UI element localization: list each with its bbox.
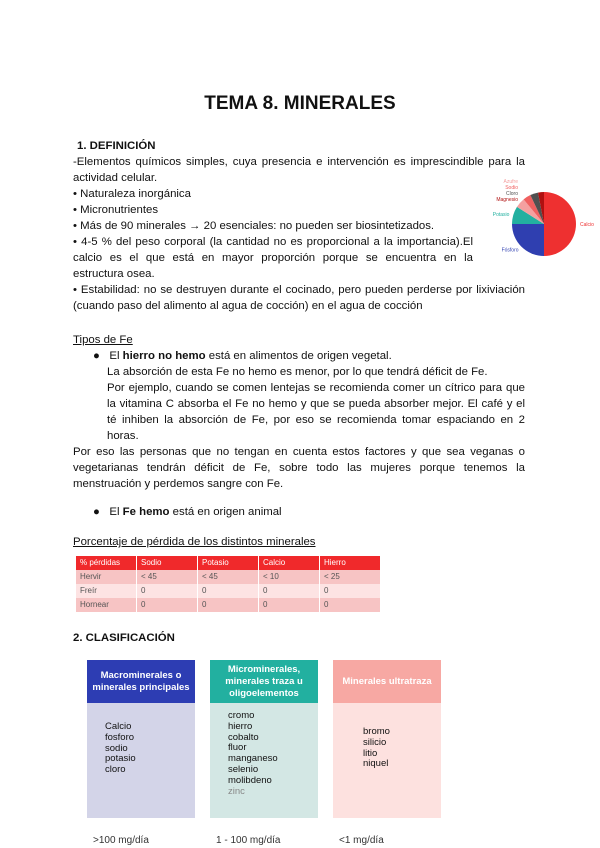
- heading-text: Tipos de Fe: [73, 334, 133, 346]
- paragraph: Por ejemplo, cuando se comen lentejas se recomienda comer un cítrico para que la vitamina C absorba el Fe no hemo y que se pueda absorber mejor. El café y el té inhiben la absorción de Fe, por eso se recomienda tomar espaciando en 2 horas.: [107, 382, 525, 442]
- loss-table: [76, 556, 381, 612]
- bullet: • Estabilidad: no se destruyen durante el cocinado, pero pueden perderse por lixiviación (cuando paso del alimento al agua de cocción) en el agua de cocción: [73, 284, 525, 312]
- item: hierro: [228, 720, 253, 732]
- bullet: ● El hierro no hemo está en alimentos de origen vegetal.: [93, 350, 392, 362]
- cell: Freír: [76, 584, 137, 598]
- bold-text: hierro no hemo: [122, 350, 206, 362]
- paragraph: -Elementos químicos simples, cuya presencia e intervención es imprescindible para la actividad celular.: [73, 156, 525, 184]
- text: está en origen animal: [169, 506, 282, 518]
- header-cell: Calcio: [259, 556, 320, 570]
- page-title: TEMA 8. MINERALES: [204, 93, 396, 114]
- ultratrace-column: [333, 660, 441, 848]
- item: selenio: [228, 763, 259, 775]
- cell: 0: [320, 584, 381, 598]
- item: bromo: [363, 726, 390, 737]
- item: potasio: [105, 753, 136, 765]
- bullet: • Micronutrientes: [73, 204, 159, 216]
- cell: 0: [259, 598, 320, 612]
- column-title: Macrominerales o minerales principales: [87, 660, 195, 703]
- minerals-pie-chart: [478, 178, 600, 260]
- cell: Hervir: [76, 570, 137, 584]
- pie-label: Potasio: [492, 211, 510, 218]
- column-title: Minerales ultratraza: [333, 660, 441, 703]
- section-heading: 2. CLASIFICACIÓN: [73, 632, 175, 644]
- cell: 0: [137, 598, 198, 612]
- item: Calcio: [105, 721, 132, 732]
- table-row: [76, 598, 381, 612]
- dose-label: >100 mg/día: [93, 835, 149, 846]
- item: zinc: [228, 785, 245, 797]
- column-title: Microminerales, minerales traza u oligoelementos: [210, 660, 318, 703]
- text: está en alimentos de origen vegetal.: [205, 350, 392, 362]
- paragraph: Por eso las personas que no tengan en cuenta estos factores y que sea veganas o vegetarianas tendrán déficit de Fe, sobre todo las mujeres porque tenemos la menstruación y perdemos sangre con Fe.: [73, 446, 525, 490]
- header-cell: Hierro: [320, 556, 381, 570]
- pie-label: Magnesio: [496, 197, 518, 203]
- column-items: [210, 703, 318, 818]
- column-items: [333, 703, 441, 818]
- table-row: [76, 584, 381, 598]
- cell: Hornear: [76, 598, 137, 612]
- item: niquel: [363, 758, 389, 770]
- cell: < 25: [320, 570, 381, 584]
- table-header: [76, 556, 381, 570]
- pie-label: Fósforo: [501, 247, 519, 254]
- bullet: • Más de 90 minerales → 20 esenciales: no pueden ser biosintetizados.: [73, 220, 435, 232]
- micro-column: [210, 660, 318, 848]
- header-cell: Sodio: [137, 556, 198, 570]
- item: fosforo: [105, 731, 135, 743]
- header-cell: % pérdidas: [76, 556, 137, 570]
- cell: < 45: [137, 570, 198, 584]
- cell: 0: [320, 598, 381, 612]
- pie-label: Sodio: [505, 185, 518, 191]
- item: cromo: [228, 710, 255, 721]
- loss-heading: [73, 534, 525, 550]
- item: manganeso: [228, 753, 278, 765]
- definition-section: [73, 138, 525, 314]
- dose-label: <1 mg/día: [339, 835, 384, 846]
- cell: 0: [137, 584, 198, 598]
- macro-column: [87, 660, 195, 848]
- bullet: • 4-5 % del peso corporal (la cantidad no es proporcional a la importancia).El calcio es el que está en mayor proporción porque se encuentra en la estructura osea.: [73, 236, 473, 280]
- cell: 0: [198, 584, 259, 598]
- item: silicio: [363, 736, 387, 748]
- item: cloro: [105, 764, 126, 776]
- bullet: ● El Fe hemo está en origen animal: [93, 506, 282, 518]
- column-items: [87, 703, 195, 818]
- document-body: [73, 138, 525, 848]
- pie-label: Cloro: [506, 191, 518, 197]
- text: El: [109, 350, 123, 362]
- cell: < 10: [259, 570, 320, 584]
- pie-label: Azufre: [503, 179, 518, 185]
- item: litio: [363, 747, 378, 759]
- item: sodio: [105, 742, 128, 754]
- table-row: [76, 570, 381, 584]
- bold-text: Fe hemo: [122, 506, 170, 518]
- text: El: [109, 506, 123, 518]
- section-heading: [73, 332, 525, 348]
- item: molibdeno: [228, 774, 272, 786]
- pie-label: Calcio: [580, 222, 594, 228]
- paragraph: La absorción de esta Fe no hemo es menor, por lo que tendrá déficit de Fe.: [107, 366, 488, 378]
- item: cobalto: [228, 731, 259, 743]
- cell: < 45: [198, 570, 259, 584]
- heading-text: Porcentaje de pérdida de los distintos minerales: [73, 536, 316, 548]
- cell: 0: [259, 584, 320, 598]
- classification-columns: [87, 660, 525, 848]
- pie-slice: [544, 192, 576, 256]
- dose-label: 1 - 100 mg/día: [216, 835, 281, 846]
- section-heading: 1. DEFINICIÓN: [77, 140, 156, 152]
- header-cell: Potasio: [198, 556, 259, 570]
- bullet: • Naturaleza inorgánica: [73, 188, 191, 200]
- iron-section: [73, 332, 525, 520]
- item: fluor: [228, 742, 247, 754]
- cell: 0: [198, 598, 259, 612]
